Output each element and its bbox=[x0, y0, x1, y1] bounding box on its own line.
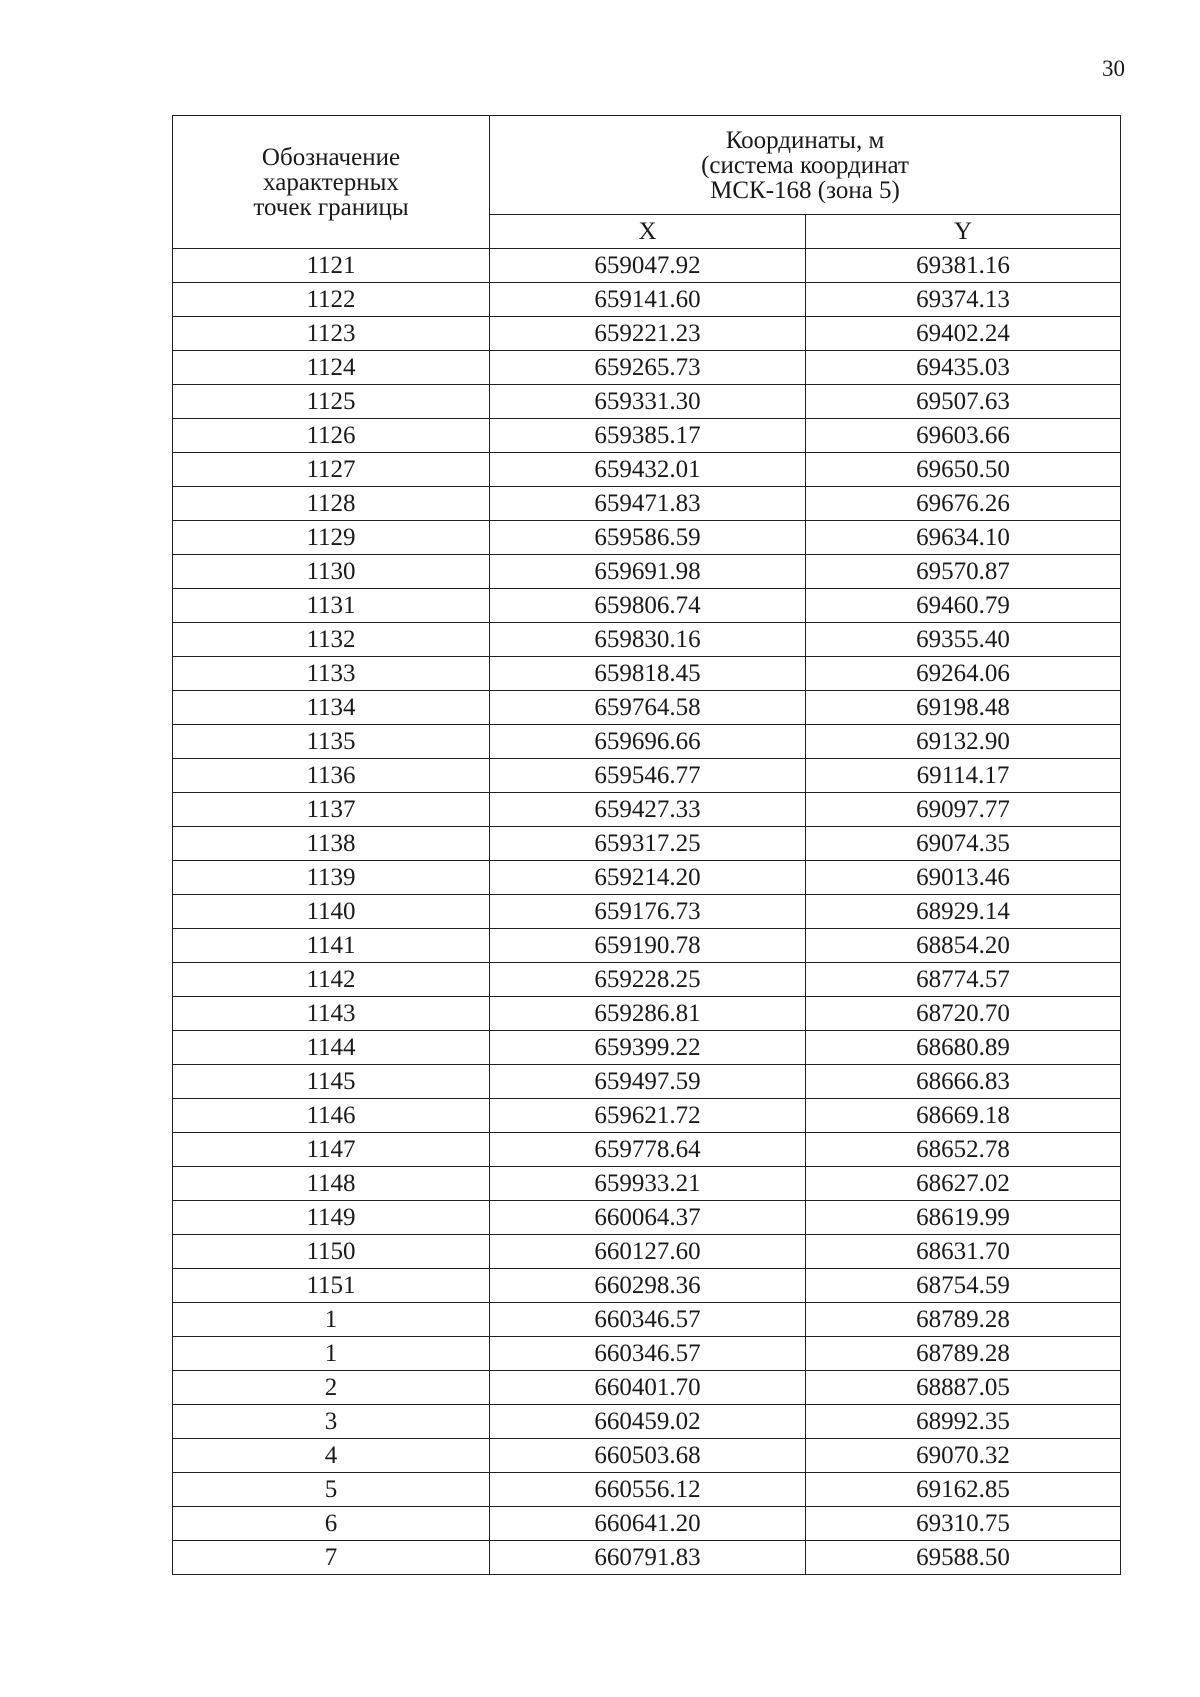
y-cell: 69264.06 bbox=[806, 657, 1121, 691]
y-cell: 68720.70 bbox=[806, 997, 1121, 1031]
y-cell: 69114.17 bbox=[806, 759, 1121, 793]
table-row bbox=[173, 521, 1121, 555]
y-cell: 68992.35 bbox=[806, 1405, 1121, 1439]
page-number: 30 bbox=[1102, 56, 1125, 81]
point-cell: 1127 bbox=[173, 453, 490, 487]
table-row bbox=[173, 589, 1121, 623]
table-row bbox=[173, 963, 1121, 997]
x-cell: 659778.64 bbox=[490, 1133, 806, 1167]
point-cell: 1145 bbox=[173, 1065, 490, 1099]
table-row bbox=[173, 419, 1121, 453]
point-cell: 1121 bbox=[173, 249, 490, 283]
y-cell: 68619.99 bbox=[806, 1201, 1121, 1235]
x-cell: 659385.17 bbox=[490, 419, 806, 453]
x-cell: 660503.68 bbox=[490, 1439, 806, 1473]
table-row bbox=[173, 1031, 1121, 1065]
point-cell: 1135 bbox=[173, 725, 490, 759]
y-cell: 69460.79 bbox=[806, 589, 1121, 623]
table-row bbox=[173, 623, 1121, 657]
y-cell: 69676.26 bbox=[806, 487, 1121, 521]
x-cell: 659141.60 bbox=[490, 283, 806, 317]
y-column-header: Y bbox=[806, 215, 1121, 249]
point-cell: 1137 bbox=[173, 793, 490, 827]
point-header-line: Обозначение bbox=[261, 143, 401, 171]
table-row bbox=[173, 895, 1121, 929]
y-cell: 69435.03 bbox=[806, 351, 1121, 385]
x-cell: 660401.70 bbox=[490, 1371, 806, 1405]
table-row bbox=[173, 1473, 1121, 1507]
table-row bbox=[173, 1201, 1121, 1235]
point-cell: 1148 bbox=[173, 1167, 490, 1201]
y-cell: 68669.18 bbox=[806, 1099, 1121, 1133]
x-cell: 659265.73 bbox=[490, 351, 806, 385]
x-cell: 660641.20 bbox=[490, 1507, 806, 1541]
y-cell: 68666.83 bbox=[806, 1065, 1121, 1099]
coords-header-line: МСК-168 (зона 5) bbox=[710, 176, 900, 204]
y-cell: 68680.89 bbox=[806, 1031, 1121, 1065]
point-cell: 1125 bbox=[173, 385, 490, 419]
x-cell: 659471.83 bbox=[490, 487, 806, 521]
table-row bbox=[173, 487, 1121, 521]
y-cell: 69132.90 bbox=[806, 725, 1121, 759]
point-cell: 1126 bbox=[173, 419, 490, 453]
table-row bbox=[173, 555, 1121, 589]
y-cell: 68652.78 bbox=[806, 1133, 1121, 1167]
point-cell: 1131 bbox=[173, 589, 490, 623]
point-cell: 1149 bbox=[173, 1201, 490, 1235]
x-cell: 659286.81 bbox=[490, 997, 806, 1031]
point-designation-header bbox=[173, 116, 490, 249]
y-cell: 69603.66 bbox=[806, 419, 1121, 453]
y-cell: 69374.13 bbox=[806, 283, 1121, 317]
x-cell: 660556.12 bbox=[490, 1473, 806, 1507]
point-cell: 1129 bbox=[173, 521, 490, 555]
y-cell: 68854.20 bbox=[806, 929, 1121, 963]
x-cell: 659586.59 bbox=[490, 521, 806, 555]
table-row bbox=[173, 793, 1121, 827]
y-cell: 68631.70 bbox=[806, 1235, 1121, 1269]
x-cell: 659432.01 bbox=[490, 453, 806, 487]
point-cell: 1138 bbox=[173, 827, 490, 861]
x-cell: 659497.59 bbox=[490, 1065, 806, 1099]
y-cell: 69588.50 bbox=[806, 1541, 1121, 1575]
point-cell: 1123 bbox=[173, 317, 490, 351]
table-row bbox=[173, 453, 1121, 487]
point-cell: 1134 bbox=[173, 691, 490, 725]
y-cell: 69013.46 bbox=[806, 861, 1121, 895]
table-row bbox=[173, 249, 1121, 283]
x-cell: 660346.57 bbox=[490, 1303, 806, 1337]
point-cell: 1146 bbox=[173, 1099, 490, 1133]
x-cell: 659228.25 bbox=[490, 963, 806, 997]
x-cell: 659764.58 bbox=[490, 691, 806, 725]
point-cell: 7 bbox=[173, 1541, 490, 1575]
y-cell: 69355.40 bbox=[806, 623, 1121, 657]
table-row bbox=[173, 691, 1121, 725]
y-cell: 68789.28 bbox=[806, 1337, 1121, 1371]
point-cell: 1139 bbox=[173, 861, 490, 895]
table-row bbox=[173, 929, 1121, 963]
point-header-line: характерных bbox=[263, 168, 399, 196]
table-row bbox=[173, 1507, 1121, 1541]
table-row bbox=[173, 657, 1121, 691]
table-row bbox=[173, 351, 1121, 385]
table-row bbox=[173, 1371, 1121, 1405]
x-cell: 659190.78 bbox=[490, 929, 806, 963]
x-cell: 660298.36 bbox=[490, 1269, 806, 1303]
table-row bbox=[173, 827, 1121, 861]
table-header bbox=[173, 116, 1121, 249]
y-cell: 69634.10 bbox=[806, 521, 1121, 555]
table-row bbox=[173, 1269, 1121, 1303]
y-cell: 69310.75 bbox=[806, 1507, 1121, 1541]
y-cell: 69650.50 bbox=[806, 453, 1121, 487]
y-cell: 69198.48 bbox=[806, 691, 1121, 725]
x-cell: 659214.20 bbox=[490, 861, 806, 895]
table-row bbox=[173, 1439, 1121, 1473]
table-row bbox=[173, 1099, 1121, 1133]
coordinates-header bbox=[490, 116, 1121, 215]
x-cell: 660459.02 bbox=[490, 1405, 806, 1439]
x-cell: 659933.21 bbox=[490, 1167, 806, 1201]
x-cell: 660346.57 bbox=[490, 1337, 806, 1371]
x-cell: 660791.83 bbox=[490, 1541, 806, 1575]
y-cell: 69402.24 bbox=[806, 317, 1121, 351]
point-cell: 1132 bbox=[173, 623, 490, 657]
point-cell: 1144 bbox=[173, 1031, 490, 1065]
point-cell: 2 bbox=[173, 1371, 490, 1405]
table-row bbox=[173, 1133, 1121, 1167]
table-body bbox=[173, 249, 1121, 1575]
x-cell: 659221.23 bbox=[490, 317, 806, 351]
table-row bbox=[173, 1065, 1121, 1099]
table-row bbox=[173, 725, 1121, 759]
table-row bbox=[173, 997, 1121, 1031]
x-cell: 659621.72 bbox=[490, 1099, 806, 1133]
point-cell: 1 bbox=[173, 1303, 490, 1337]
table-row bbox=[173, 1303, 1121, 1337]
x-cell: 659047.92 bbox=[490, 249, 806, 283]
table-row bbox=[173, 759, 1121, 793]
table-row bbox=[173, 385, 1121, 419]
point-cell: 4 bbox=[173, 1439, 490, 1473]
table-row bbox=[173, 1541, 1121, 1575]
point-cell: 1122 bbox=[173, 283, 490, 317]
table-row bbox=[173, 1337, 1121, 1371]
point-cell: 1143 bbox=[173, 997, 490, 1031]
y-cell: 68887.05 bbox=[806, 1371, 1121, 1405]
x-cell: 660127.60 bbox=[490, 1235, 806, 1269]
x-cell: 659546.77 bbox=[490, 759, 806, 793]
point-cell: 1150 bbox=[173, 1235, 490, 1269]
x-cell: 659399.22 bbox=[490, 1031, 806, 1065]
y-cell: 68754.59 bbox=[806, 1269, 1121, 1303]
table-row bbox=[173, 861, 1121, 895]
y-cell: 69074.35 bbox=[806, 827, 1121, 861]
table-row bbox=[173, 283, 1121, 317]
coords-header-line: (система координат bbox=[701, 151, 909, 179]
point-cell: 5 bbox=[173, 1473, 490, 1507]
point-cell: 1128 bbox=[173, 487, 490, 521]
x-cell: 659696.66 bbox=[490, 725, 806, 759]
x-cell: 659691.98 bbox=[490, 555, 806, 589]
x-cell: 659818.45 bbox=[490, 657, 806, 691]
table-row bbox=[173, 1405, 1121, 1439]
table-row bbox=[173, 1167, 1121, 1201]
x-cell: 659331.30 bbox=[490, 385, 806, 419]
point-cell: 1142 bbox=[173, 963, 490, 997]
point-cell: 1141 bbox=[173, 929, 490, 963]
coords-header-line: Координаты, м bbox=[725, 126, 885, 154]
table-row bbox=[173, 317, 1121, 351]
point-cell: 6 bbox=[173, 1507, 490, 1541]
y-cell: 68774.57 bbox=[806, 963, 1121, 997]
x-cell: 659317.25 bbox=[490, 827, 806, 861]
x-cell: 659806.74 bbox=[490, 589, 806, 623]
point-cell: 1130 bbox=[173, 555, 490, 589]
point-cell: 3 bbox=[173, 1405, 490, 1439]
x-cell: 660064.37 bbox=[490, 1201, 806, 1235]
y-cell: 69570.87 bbox=[806, 555, 1121, 589]
point-cell: 1147 bbox=[173, 1133, 490, 1167]
y-cell: 68627.02 bbox=[806, 1167, 1121, 1201]
point-cell: 1136 bbox=[173, 759, 490, 793]
y-cell: 68789.28 bbox=[806, 1303, 1121, 1337]
x-cell: 659427.33 bbox=[490, 793, 806, 827]
x-cell: 659830.16 bbox=[490, 623, 806, 657]
point-cell: 1 bbox=[173, 1337, 490, 1371]
y-cell: 69507.63 bbox=[806, 385, 1121, 419]
point-cell: 1133 bbox=[173, 657, 490, 691]
y-cell: 68929.14 bbox=[806, 895, 1121, 929]
y-cell: 69381.16 bbox=[806, 249, 1121, 283]
x-column-header: X bbox=[490, 215, 806, 249]
point-cell: 1124 bbox=[173, 351, 490, 385]
y-cell: 69097.77 bbox=[806, 793, 1121, 827]
x-cell: 659176.73 bbox=[490, 895, 806, 929]
y-cell: 69162.85 bbox=[806, 1473, 1121, 1507]
point-cell: 1140 bbox=[173, 895, 490, 929]
point-header-line: точек границы bbox=[253, 193, 409, 221]
point-cell: 1151 bbox=[173, 1269, 490, 1303]
coordinates-table bbox=[172, 115, 1121, 1575]
table-row bbox=[173, 1235, 1121, 1269]
y-cell: 69070.32 bbox=[806, 1439, 1121, 1473]
